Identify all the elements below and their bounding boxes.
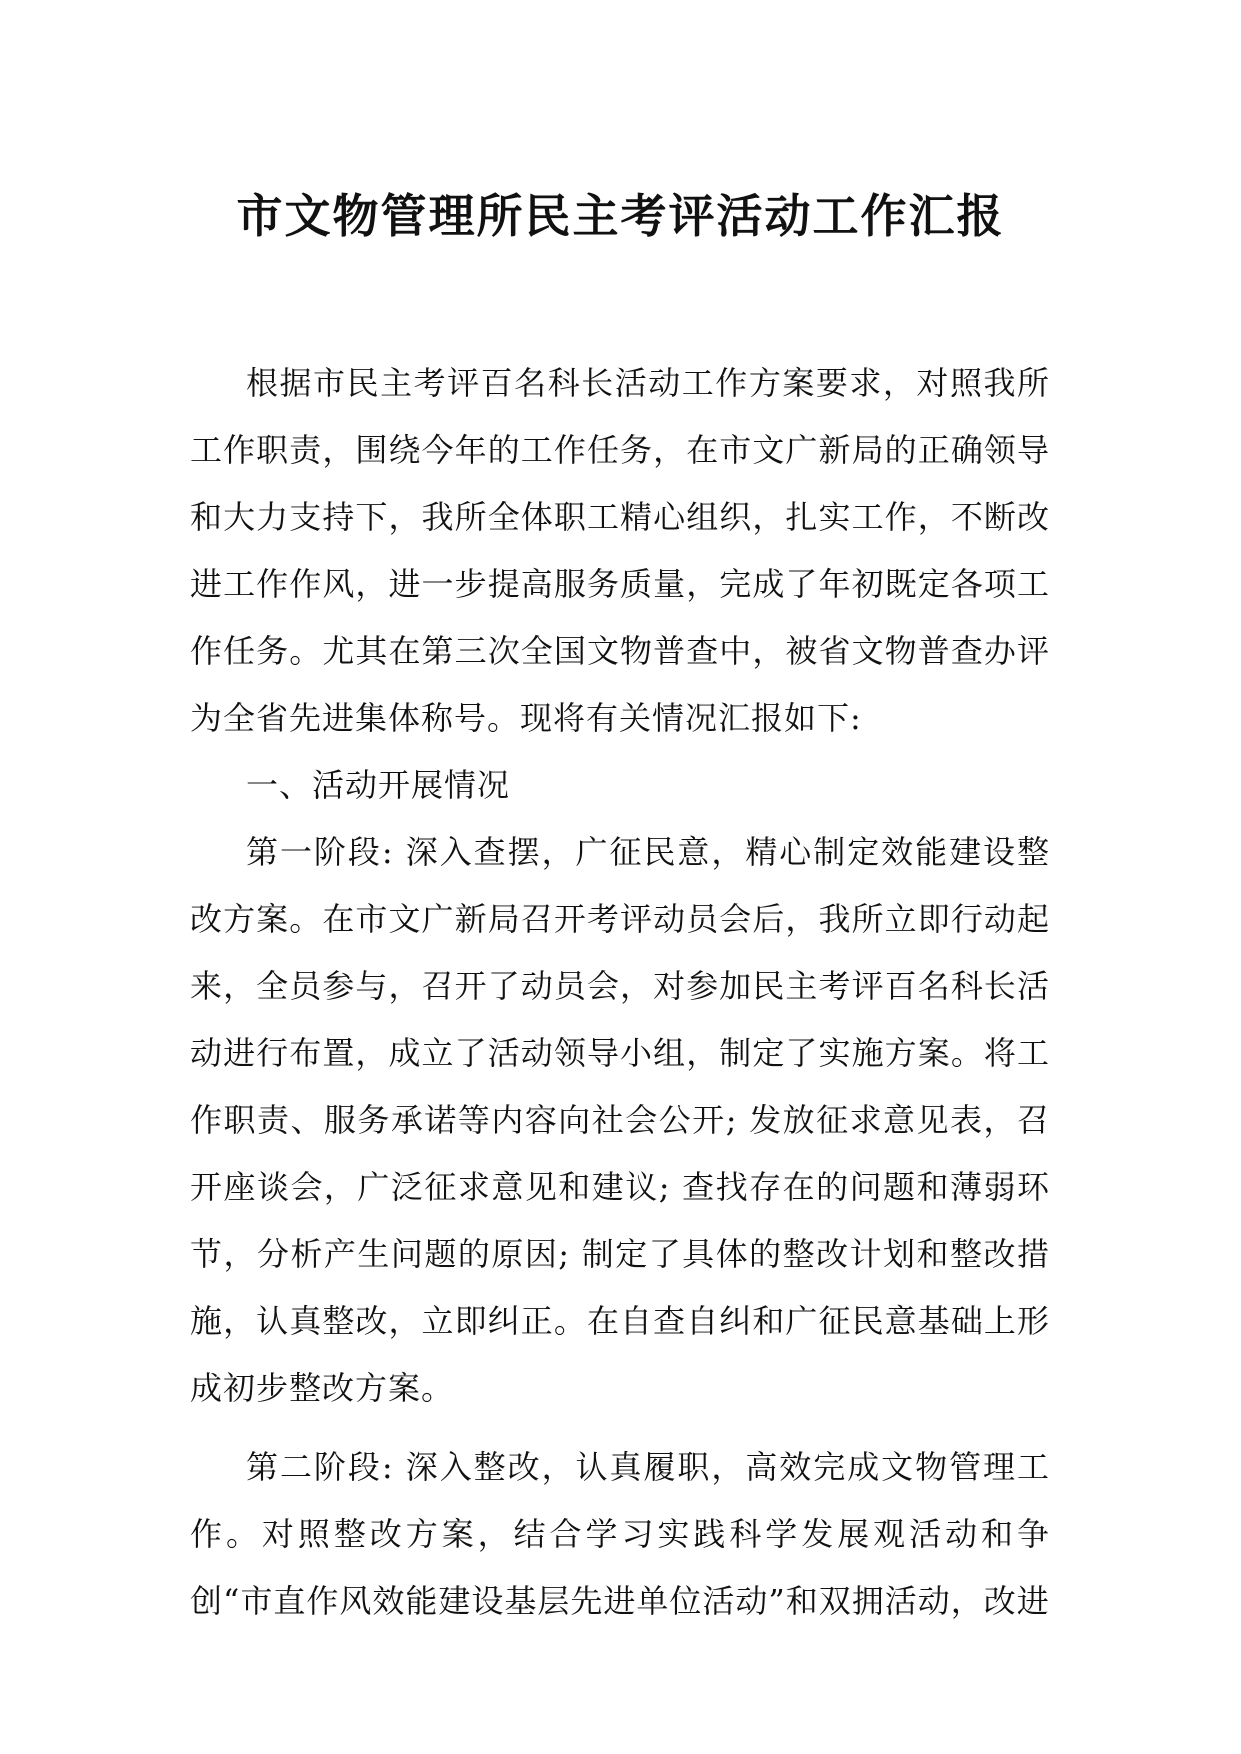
paragraph-intro: 根据市民主考评百名科长活动工作方案要求，对照我所工作职责，围绕今年的工作任务，在市文广新局的正确领导和大力支持下，我所全体职工精心组织，扎实工作，不断改进工作作风，进一步提高服务质量，完成了年初既定各项工作任务。尤其在第三次全国文物普查中，被省文物普查办评为全省先进集体称号。现将有关情况汇报如下:	[190, 364, 1050, 737]
paragraph-stage-one: 第一阶段: 深入查摆，广征民意，精心制定效能建设整改方案。在市文广新局召开考评动员会后，我所立即行动起来，全员参与，召开了动员会，对参加民主考评百名科长活动进行布置，成立了活动领导小组，制定了实施方案。将工作职责、服务承诺等内容向社会公开; 发放征求意见表，召开座谈会，广泛征求意见和建议; 查找存在的问题和薄弱环节，分析产生问题的原因; 制定了具体的整改计划和整改措施，认真整改，立即纠正。在自查自纠和广征民意基础上形成初步整改方案。	[190, 833, 1050, 1407]
document-body	[190, 350, 1050, 1635]
document-title: 市文物管理所民主考评活动工作汇报	[236, 188, 1005, 243]
paragraph-stage-two: 第二阶段: 深入整改，认真履职，高效完成文物管理工作。对照整改方案，结合学习实践科学发展观活动和争创“市直作风效能建设基层先进单位活动”和双拥活动，改进	[190, 1448, 1050, 1620]
section-heading-activity: 一、活动开展情况	[246, 766, 511, 804]
